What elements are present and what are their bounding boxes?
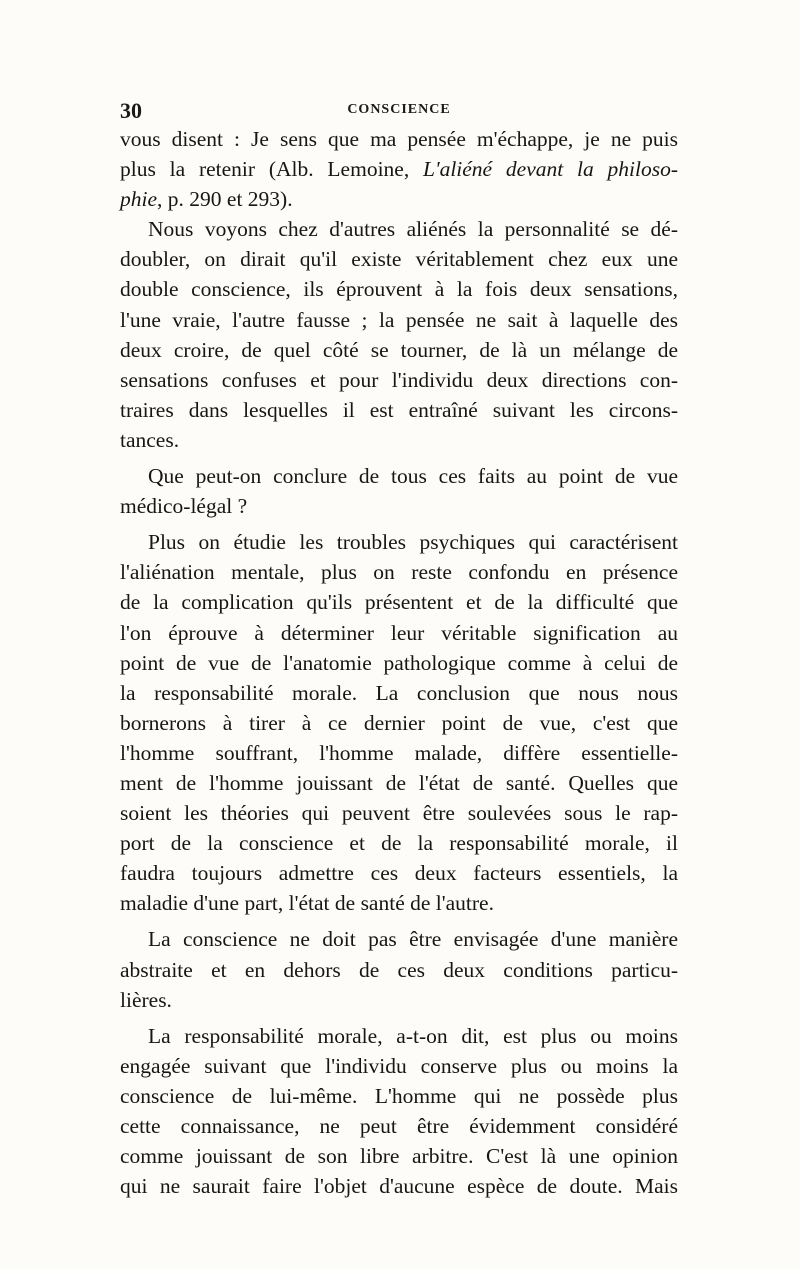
text-line: traires dans lesquelles il est entraîné suivant les circons- bbox=[120, 397, 678, 422]
text-line bbox=[120, 184, 678, 214]
text-line: port de la conscience et de la responsabilité morale, il bbox=[120, 831, 678, 856]
paragraph-6 bbox=[120, 1021, 678, 1202]
text-line: deux croire, de quel côté se tourner, de là un mélange de bbox=[120, 337, 678, 362]
text-fragment: plus la retenir (Alb. Lemoine, bbox=[120, 157, 424, 182]
text-line: qui ne saurait faire l'objet d'aucune espèce de doute. Mais bbox=[120, 1174, 678, 1199]
text-line: l'homme souffrant, l'homme malade, diffère essentielle- bbox=[120, 740, 678, 765]
text-line: Nous voyons chez d'autres aliénés la personnalité se dé- bbox=[148, 217, 678, 242]
text-line: de la complication qu'ils présentent et de la difficulté que bbox=[120, 590, 678, 615]
text-line bbox=[120, 154, 678, 184]
text-line: l'une vraie, l'autre fausse ; la pensée ne sait à laquelle des bbox=[120, 307, 678, 332]
running-title: CONSCIENCE bbox=[347, 102, 451, 117]
text-line: ment de l'homme jouissant de l'état de santé. Quelles que bbox=[120, 770, 678, 795]
page-number: 30 bbox=[120, 98, 142, 123]
book-title-italic: phie bbox=[120, 187, 158, 212]
text-line: conscience de lui-même. L'homme qui ne possède plus bbox=[120, 1083, 678, 1108]
text-line: bornerons à tirer à ce dernier point de vue, c'est que bbox=[120, 710, 678, 735]
text-fragment: , p. 290 et 293). bbox=[157, 187, 293, 212]
text-line: La responsabilité morale, a-t-on dit, est plus ou moins bbox=[148, 1023, 678, 1048]
paragraph-3 bbox=[120, 461, 678, 521]
text-line: doubler, on dirait qu'il existe véritablement chez eux une bbox=[120, 247, 678, 272]
text-line: médico-légal ? bbox=[120, 494, 248, 519]
text-line: maladie d'une part, l'état de santé de l'autre. bbox=[120, 891, 494, 916]
page-header bbox=[120, 98, 678, 122]
text-line: lières. bbox=[120, 987, 172, 1012]
text-line: faudra toujours admettre ces deux facteurs essentiels, la bbox=[120, 861, 678, 886]
text-line: point de vue de l'anatomie pathologique comme à celui de bbox=[120, 650, 678, 675]
text-line: comme jouissant de son libre arbitre. C'est là une opinion bbox=[120, 1144, 678, 1169]
paragraph-2 bbox=[120, 214, 678, 455]
text-line: l'aliénation mentale, plus on reste confondu en présence bbox=[120, 560, 678, 585]
text-line: abstraite et en dehors de ces deux conditions particu- bbox=[120, 957, 678, 982]
text-line: Que peut-on conclure de tous ces faits au point de vue bbox=[148, 464, 678, 489]
paragraph-1 bbox=[120, 124, 678, 214]
paragraph-4 bbox=[120, 527, 678, 918]
text-line: vous disent : Je sens que ma pensée m'échappe, je ne puis bbox=[120, 127, 678, 151]
text-line: sensations confuses et pour l'individu deux directions con- bbox=[120, 367, 678, 392]
paragraph-5 bbox=[120, 924, 678, 1014]
text-line: Plus on étudie les troubles psychiques qui caractérisent bbox=[148, 530, 678, 555]
text-line: cette connaissance, ne peut être évidemment considéré bbox=[120, 1114, 678, 1138]
text-line: la responsabilité morale. La conclusion que nous nous bbox=[120, 680, 678, 705]
text-line: l'on éprouve à déterminer leur véritable signification au bbox=[120, 620, 678, 645]
body-text bbox=[120, 124, 678, 1201]
book-title-italic: L'aliéné devant la philoso- bbox=[423, 157, 678, 182]
text-line: soient les théories qui peuvent être soulevées sous le rap- bbox=[120, 801, 678, 826]
text-line: engagée suivant que l'individu conserve plus ou moins la bbox=[120, 1053, 678, 1078]
text-line: tances. bbox=[120, 427, 180, 452]
text-line: La conscience ne doit pas être envisagée d'une manière bbox=[148, 927, 678, 952]
text-line: double conscience, ils éprouvent à la fois deux sensations, bbox=[120, 277, 678, 302]
